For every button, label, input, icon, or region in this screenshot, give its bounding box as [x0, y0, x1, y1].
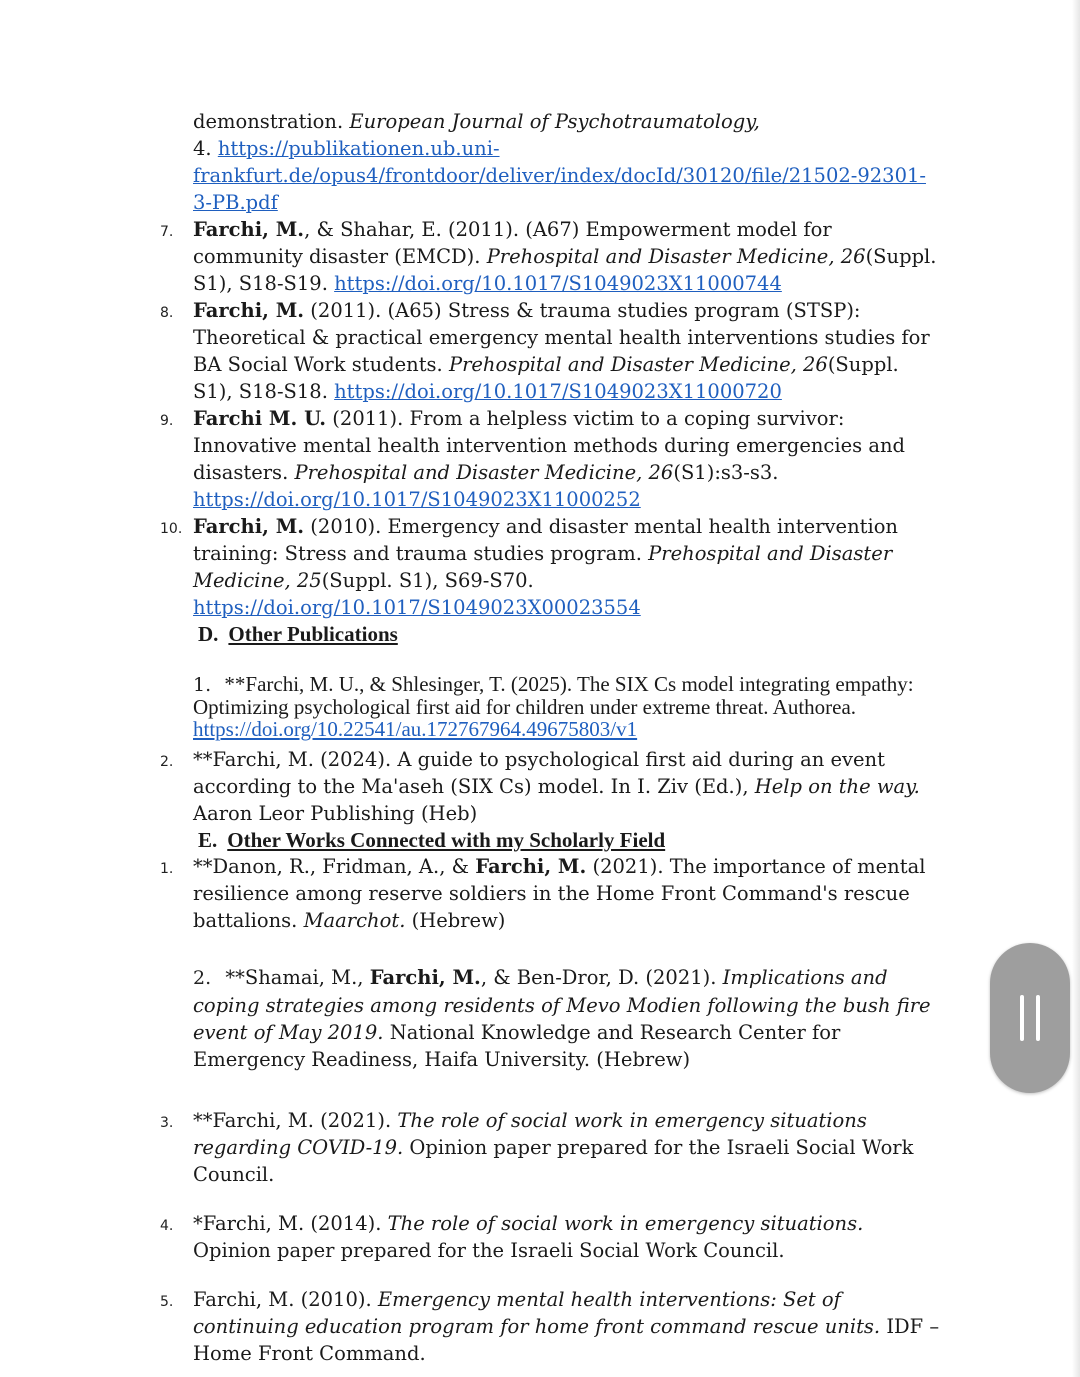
publication-number: 1.	[193, 674, 212, 696]
reference-author: Farchi, M.	[193, 299, 305, 322]
section-letter: D.	[198, 622, 219, 646]
work-tail: IDF – Home Front Command.	[193, 1315, 940, 1365]
work-tail: Opinion paper prepared for the Israeli Social Work Council.	[193, 1136, 914, 1186]
reference-tail: (Suppl. S1), S18-S19.	[193, 245, 937, 295]
work-item	[0, 853, 1000, 934]
work-italic: The role of social work in emergency situations regarding COVID-19.	[193, 1109, 867, 1159]
work-text: **Farchi, M. (2021).	[193, 1109, 392, 1132]
section-letter: E.	[198, 828, 218, 852]
reference-author: Farchi, M.	[193, 515, 305, 538]
work-italic: Emergency mental health interventions: Set of continuing education program for home front command rescue units.	[193, 1288, 881, 1338]
reference-tail: (Suppl. S1), S18-S18.	[193, 353, 899, 403]
reference-doi-link[interactable]: https://doi.org/10.1017/S1049023X00023554	[193, 596, 641, 619]
work-item	[0, 964, 1000, 1073]
continuation-journal: European Journal of Psychotraumatology,	[349, 110, 760, 133]
reference-text: (2011). (A65) Stress & trauma studies program (STSP): Theoretical & practical emergency mental health interventions studies for BA Social Work students.	[193, 299, 930, 376]
reference-text: , & Shahar, E. (2011). (A67) Empowerment model for community disaster (EMCD).	[193, 218, 832, 268]
work-text: , & Ben-Dror, D. (2021).	[480, 966, 717, 989]
reference-item	[0, 216, 1000, 297]
handle-grip-icon	[1036, 995, 1040, 1041]
work-tail: National Knowledge and Research Center for Emergency Readiness, Haifa University. (Hebrew)	[193, 1021, 841, 1071]
handle-grip-icon	[1020, 995, 1024, 1041]
continuation-volume: 4.	[193, 137, 212, 160]
reference-journal: Prehospital and Disaster Medicine, 26	[294, 461, 674, 484]
work-number: 5.	[160, 1294, 174, 1310]
work-authors: **Danon, R., Fridman, A., &	[193, 855, 469, 878]
work-author-bold: Farchi, M.	[475, 855, 587, 878]
publication-item	[0, 673, 1000, 740]
work-tail: Opinion paper prepared for the Israeli Social Work Council.	[193, 1239, 785, 1262]
reference-item	[0, 513, 1000, 621]
work-italic: The role of social work in emergency situations.	[387, 1212, 864, 1235]
publication-italic: Help on the way.	[754, 775, 920, 798]
work-number: 1.	[160, 861, 174, 877]
reference-doi-link[interactable]: https://doi.org/10.1017/S1049023X11000744	[334, 272, 782, 295]
work-item	[0, 1286, 1000, 1367]
reference-text: (2011). From a helpless victim to a coping survivor: Innovative mental health intervention methods during emergencies and disasters.	[193, 407, 905, 484]
work-number: 3.	[160, 1115, 174, 1131]
work-item	[0, 1210, 1000, 1264]
reference-number: 10.	[160, 521, 183, 537]
publication-text: **Farchi, M. (2024). A guide to psychological first aid during an event according to the Ma'aseh (SIX Cs) model. In I. Ziv (Ed.),	[193, 748, 885, 798]
work-number: 4.	[160, 1218, 174, 1234]
work-text: *Farchi, M. (2014).	[193, 1212, 382, 1235]
work-italic: Implications and coping strategies among residents of Mevo Modien following the bush fire event of May 2019.	[193, 966, 931, 1044]
publication-text: **Farchi, M. U., & Shlesinger, T. (2025). The SIX Cs model integrating empathy: Optimizing psychological first aid for children under extreme threat. Authorea.	[193, 672, 914, 719]
scroll-drag-handle[interactable]	[990, 943, 1070, 1093]
work-item	[0, 1107, 1000, 1188]
reference-journal: Prehospital and Disaster Medicine, 26	[486, 245, 866, 268]
page-edge	[1072, 0, 1080, 1377]
reference-journal: Prehospital and Disaster Medicine, 25	[193, 542, 893, 592]
work-text: (2021). The importance of mental resilience among reserve soldiers in the Home Front Command's rescue battalions.	[193, 855, 926, 932]
reference-tail: (S1):s3-s3.	[673, 461, 779, 484]
reference-text: (2010). Emergency and disaster mental health intervention training: Stress and trauma studies program.	[193, 515, 898, 565]
reference-number: 8.	[160, 305, 174, 321]
section-heading-other-publications	[0, 621, 1000, 647]
publication-number: 2.	[160, 754, 174, 770]
work-author-bold: Farchi, M.	[369, 966, 481, 989]
reference-doi-link[interactable]: https://doi.org/10.1017/S1049023X11000252	[193, 488, 641, 511]
document-body	[0, 108, 1000, 1367]
work-italic: Maarchot.	[303, 909, 406, 932]
continuation-url[interactable]: https://publikationen.ub.uni- frankfurt.de/opus4/frontdoor/deliver/index/docId/30120/file/21502-92301- 3-PB.pdf	[193, 137, 926, 214]
section-heading-other-works	[0, 827, 1000, 853]
publication-tail: Aaron Leor Publishing (Heb)	[193, 802, 478, 825]
reference-item	[0, 405, 1000, 513]
reference-author: Farchi, M.	[193, 218, 305, 241]
reference-number: 9.	[160, 413, 174, 429]
reference-item	[0, 297, 1000, 405]
work-authors: **Shamai, M.,	[225, 966, 364, 989]
work-text: Farchi, M. (2010).	[193, 1288, 372, 1311]
continuation-text: demonstration.	[193, 110, 344, 133]
reference-journal: Prehospital and Disaster Medicine, 26	[448, 353, 828, 376]
reference-continuation	[0, 108, 1000, 216]
work-tail: (Hebrew)	[411, 909, 506, 932]
section-title: Other Works Connected with my Scholarly Field	[227, 828, 666, 852]
section-title: Other Publications	[228, 622, 398, 646]
publication-doi-link[interactable]: https://doi.org/10.22541/au.172767964.49675803/v1	[193, 717, 638, 741]
publication-item	[0, 746, 1000, 827]
reference-author: Farchi M. U.	[193, 407, 327, 430]
reference-tail: (Suppl. S1), S69-S70.	[321, 569, 534, 592]
reference-doi-link[interactable]: https://doi.org/10.1017/S1049023X11000720	[334, 380, 782, 403]
reference-number: 7.	[160, 224, 174, 240]
work-number: 2.	[193, 967, 212, 989]
